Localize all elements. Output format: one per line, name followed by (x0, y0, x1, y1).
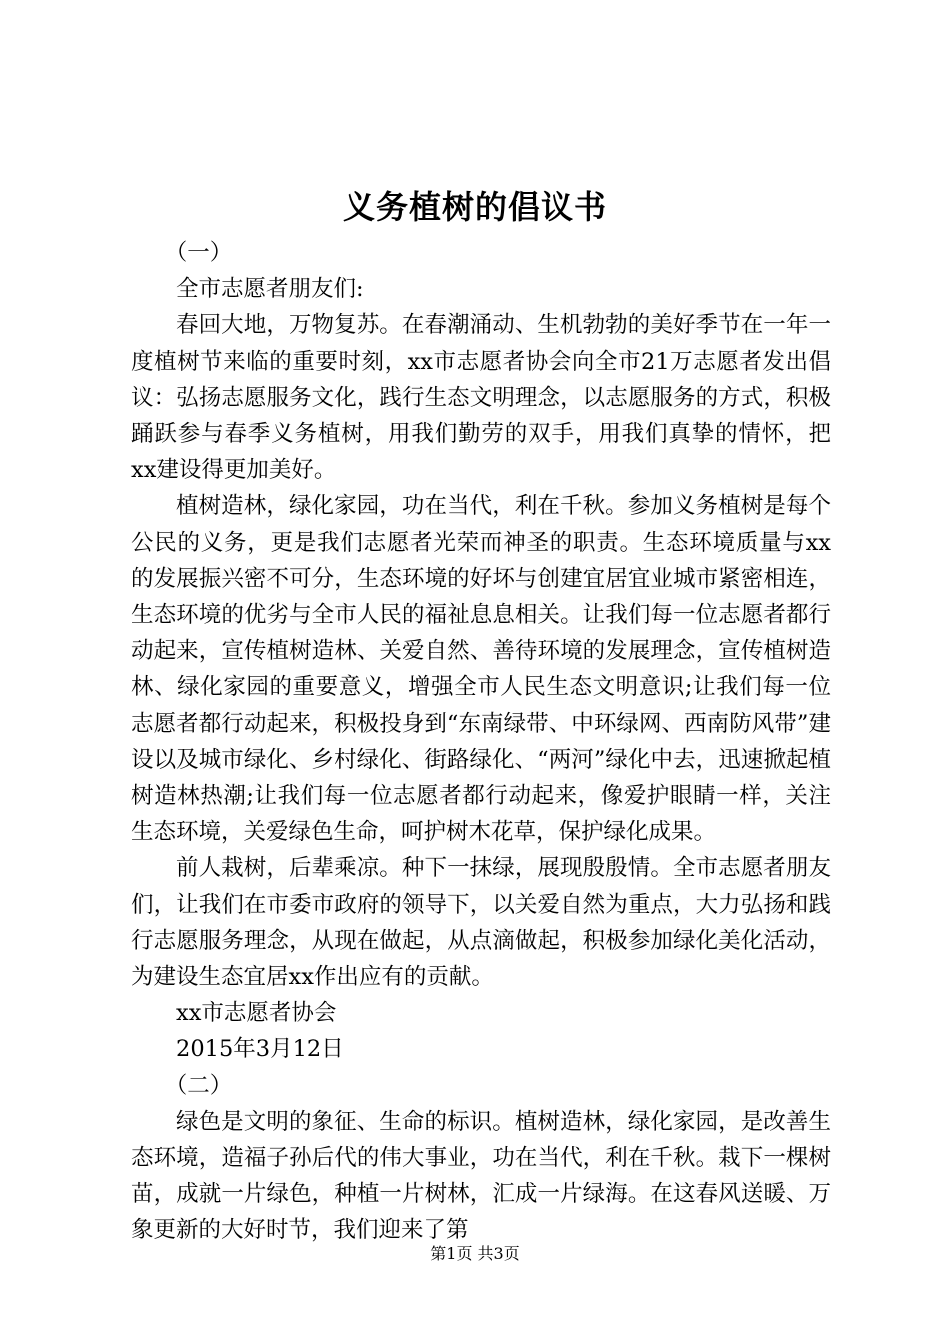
section-1-heading: （一） (164, 240, 233, 266)
section-1-paragraph-2: 植树造林，绿化家园，功在当代，利在千秋。参加义务植树是每个公民的义务，更是我们志愿者光荣而神圣的职责。生态环境质量与xx的发展振兴密不可分，生态环境的好坏与创建宜居宜业城市紧密相连，生态环境的优劣与全市人民的福祉息息相关。让我们每一位志愿者都行动起来，宣传植树造林、关爱自然、善待环境的发展理念，宣传植树造林、绿化家园的重要意义，增强全市人民生态文明意识;让我们每一位志愿者都行动起来，积极投身到“东南绿带、中环绿网、西南防风带”建设以及城市绿化、乡村绿化、街路绿化、“两河”绿化中去，迅速掀起植树造林热潮;让我们每一位志愿者都行动起来，像爱护眼睛一样，关注生态环境，关爱绿色生命，呵护树木花草，保护绿化成果。 (131, 493, 831, 846)
section-2-heading: （二） (164, 1072, 233, 1099)
section-1-paragraph-3: 前人栽树，后辈乘凉。种下一抹绿，展现殷殷情。全市志愿者朋友们，让我们在市委市政府的领导下，以关爱自然为重点，大力弘扬和践行志愿服务理念，从现在做起，从点滴做起，积极参加绿化美化活动，为建设生态宜居xx作出应有的贡献。 (131, 855, 831, 991)
section-1-paragraph-1: 春回大地，万物复苏。在春潮涌动、生机勃勃的美好季节在一年一度植树节来临的重要时刻，xx市志愿者协会向全市21万志愿者发出倡议：弘扬志愿服务文化，践行生态文明理念，以志愿服务的方式，积极踊跃参与春季义务植树，用我们勤劳的双手，用我们真挚的情怀，把xx建设得更加美好。 (131, 312, 831, 484)
document-body (131, 235, 831, 1249)
page-footer: 第1页 共3页 (430, 1244, 520, 1263)
section-2-paragraph-1: 绿色是文明的象征、生命的标识。植树造林，绿化家园，是改善生态环境，造福子孙后代的伟大事业，功在当代，利在千秋。栽下一棵树苗，成就一片绿色，种植一片树林，汇成一片绿海。在这春风送暖、万象更新的大好时节，我们迎来了第 (131, 1108, 831, 1244)
signature-date: 2015年3月12日 (176, 1036, 344, 1063)
signature: xx市志愿者协会 (176, 1000, 337, 1027)
document-title: 义务植树的倡议书 (342, 188, 607, 226)
salutation: 全市志愿者朋友们: (176, 276, 364, 303)
